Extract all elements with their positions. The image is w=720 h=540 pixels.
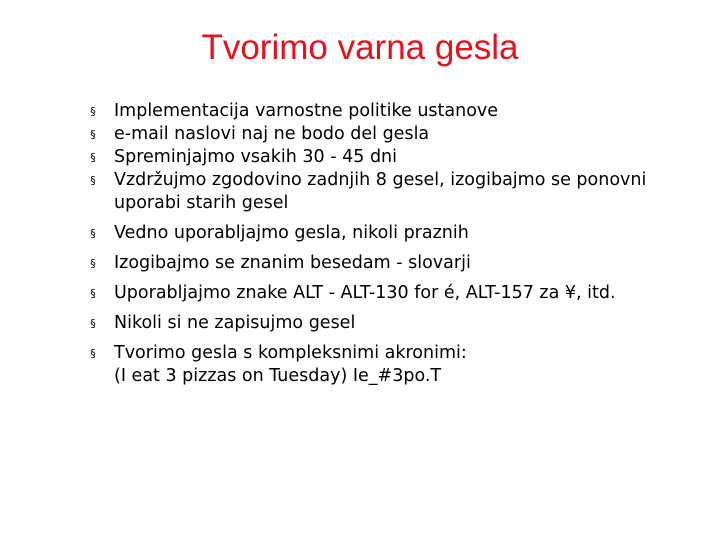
section-sign-icon: § — [90, 128, 96, 141]
bullet-text-continuation: uporabi starih gesel — [114, 193, 289, 213]
section-sign-icon: § — [90, 347, 96, 360]
section-sign-icon: § — [90, 105, 96, 118]
bullet-text: Vzdržujmo zgodovino zadnjih 8 gesel, izogibajmo se ponovni — [114, 170, 647, 190]
bullet-item — [88, 312, 700, 335]
section-sign-icon: § — [90, 317, 96, 330]
bullet-text: Nikoli si ne zapisujmo gesel — [114, 313, 356, 333]
bullet-item — [88, 252, 700, 275]
bullet-text: Vedno uporabljajmo gesla, nikoli praznih — [114, 223, 469, 243]
bullet-item — [88, 222, 700, 245]
slide-title: Tvorimo varna gesla — [201, 28, 519, 67]
bullet-text: Spreminjajmo vsakih 30 - 45 dni — [114, 147, 398, 167]
bullet-text-continuation: (I eat 3 pizzas on Tuesday) Ie_#3po.T — [114, 366, 442, 386]
bullet-item — [88, 146, 700, 169]
bullet-text: Uporabljajmo znake ALT - ALT-130 for é, ALT-157 za ¥, itd. — [114, 283, 616, 303]
section-sign-icon: § — [90, 151, 96, 164]
section-sign-icon: § — [90, 287, 96, 300]
bullet-text: e-mail naslovi naj ne bodo del gesla — [114, 124, 430, 144]
bullet-item — [88, 123, 700, 146]
bullet-text: Implementacija varnostne politike ustanove — [114, 101, 499, 121]
bullet-item — [88, 282, 700, 305]
section-sign-icon: § — [90, 174, 96, 187]
bullet-item — [88, 342, 700, 388]
bullet-item — [88, 169, 700, 215]
bullet-list — [88, 100, 700, 395]
bullet-text: Izogibajmo se znanim besedam - slovarji — [114, 253, 471, 273]
bullet-text: Tvorimo gesla s kompleksnimi akronimi: — [114, 343, 467, 363]
bullet-item — [88, 100, 700, 123]
section-sign-icon: § — [90, 227, 96, 240]
section-sign-icon: § — [90, 257, 96, 270]
